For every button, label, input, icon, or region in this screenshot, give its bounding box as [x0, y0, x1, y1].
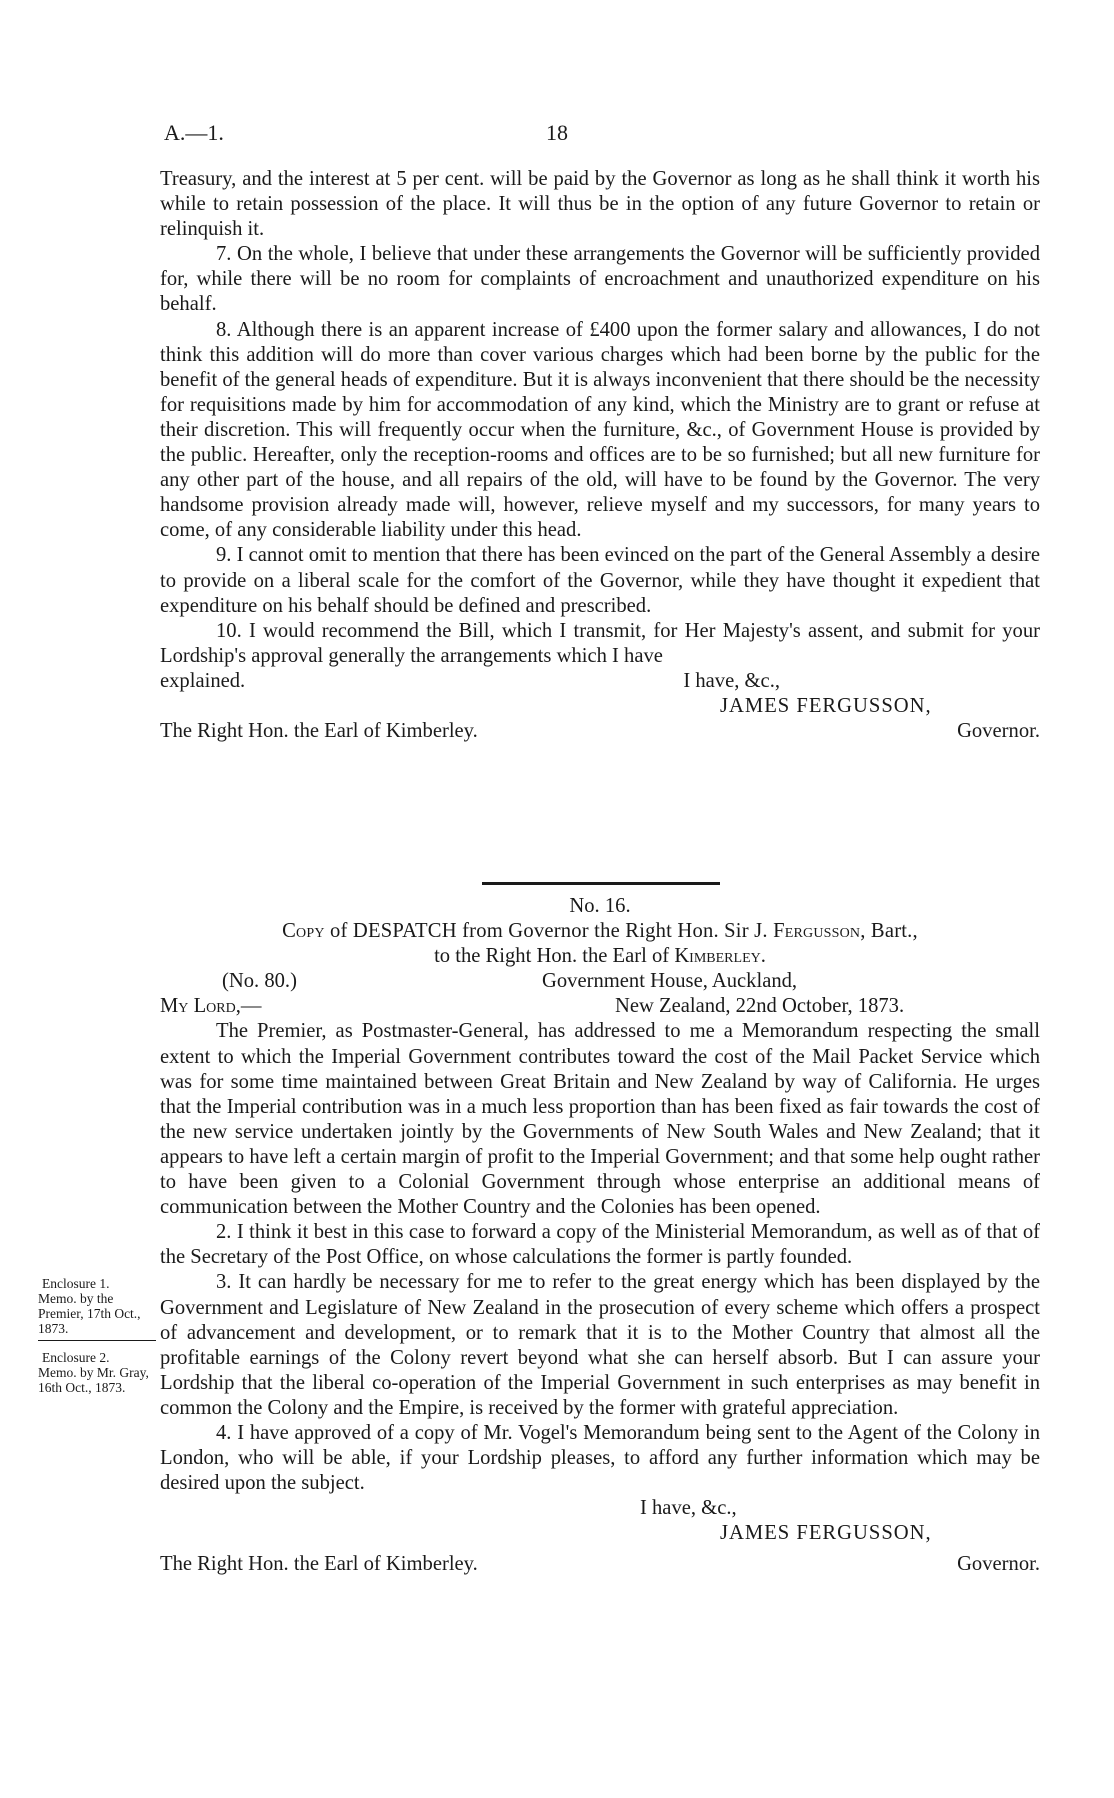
document-reference: A.—1.: [164, 120, 224, 145]
despatch-addressee: The Right Hon. the Earl of Kimberley.: [160, 1553, 478, 1576]
previous-despatch-body: [160, 167, 1040, 744]
closing-row: [160, 669, 1040, 694]
despatch-closing: I have, &c.,: [640, 1497, 737, 1520]
despatch-paragraph-3: 3. It can hardly be necessary for me to refer to the great energy which has been displayed by the Government and Legislature of New Zealand in the prosecution of every scheme which offers a prospect of advancement and development, or to remark that it is to the Mother Country that almost all the profitable earnings of the Colony revert beyond what she can herself absorb. But I can assure your Lordship that the liberal co-operation of the Imperial Government in such enterprises as may benefit in common the Colony and the Empire, is received by the former with grateful appreciation.: [160, 1271, 1040, 1419]
despatch-address-row: [160, 1552, 1040, 1577]
despatch-paragraph-2: 2. I think it best in this case to forward a copy of the Ministerial Memorandum, as well as of that of the Secretary of the Post Office, on whose calculations the former is partly founded.: [160, 1221, 1040, 1269]
paragraph-continuation: Treasury, and the interest at 5 per cent. will be paid by the Governor as long as he shall think it worth his while to retain possession of the place. It will thus be in the option of any future Governor to retain or relinquish it.: [160, 168, 1040, 241]
salutation: My Lord,—: [160, 995, 262, 1018]
enclosure-2-text: Memo. by Mr. Gray, 16th Oct., 1873.: [38, 1365, 149, 1395]
addressee: The Right Hon. the Earl of Kimberley.: [160, 720, 478, 743]
signatory-name: JAMES FERGUSSON,: [720, 694, 932, 717]
signatory-title: Governor.: [957, 720, 1040, 743]
salutation-row: [160, 994, 1040, 1019]
despatch-no-16: [160, 894, 1040, 1578]
despatch-place: Government House, Auckland,: [542, 970, 798, 993]
address-row: [160, 719, 1040, 744]
despatch-signatory-title: Governor.: [957, 1553, 1040, 1576]
margin-note-enclosure-2: [38, 1350, 154, 1395]
enclosure-2-title: Enclosure 2.: [42, 1350, 110, 1365]
despatch-paragraph-4: 4. I have approved of a copy of Mr. Vogel's Memorandum being sent to the Agent of the Colony in London, who will be able, if your Lordship pleases, to afford any further information which may be desired upon the subject.: [160, 1421, 1040, 1495]
despatch-date: New Zealand, 22nd October, 1873.: [615, 995, 905, 1018]
paragraph-10: 10. I would recommend the Bill, which I transmit, for Her Majesty's assent, and submit for your Lordship's approval generally the arrangements which I have: [160, 619, 1040, 667]
margin-note-enclosure-1: [38, 1276, 154, 1336]
despatch-signatory-name: JAMES FERGUSSON,: [720, 1522, 932, 1545]
paragraph-9: 9. I cannot omit to mention that there has been evinced on the part of the General Assembly a desire to provide on a liberal scale for the comfort of the Governor, while they have thought it expedient that expenditure on his behalf should be defined and prescribed.: [160, 544, 1040, 617]
despatch-ref-row: [160, 969, 1040, 994]
enclosure-1-title: Enclosure 1.: [42, 1276, 110, 1291]
despatch-ref-number: (No. 80.): [222, 970, 297, 993]
despatch-paragraph-1: The Premier, as Postmaster-General, has addressed to me a Memorandum respecting the small extent to which the Imperial Government contributes toward the cost of the Mail Packet Service which was for some time maintained between Great Britain and New Zealand by way of California. He urges that the Imperial contribution was in a much less proportion than has been fixed as fair towards the cost of the new service undertaken jointly by the Governments of New South Wales and New Zealand; that it appears to have left a certain margin of profit to the Imperial Government; and that some help ought rather to have been given to a Colonial Government through whose enterprise an additional means of communication between the Mother Country and the Colonies has been opened.: [160, 1020, 1040, 1219]
page-number: 18: [546, 120, 568, 145]
despatch-number: No. 16.: [569, 895, 631, 917]
paragraph-8: 8. Although there is an apparent increase of £400 upon the former salary and allowances, I do not think this addition will do more than cover various charges which had been borne by the public for the benefit of the general heads of expenditure. But it is always inconvenient that there should be the necessity for requisitions made by him for accommodation of any kind, which the Ministry are to grant or refuse at their discretion. This will frequently occur when the furniture, &c., of Government House is provided by the public. Hereafter, only the reception-rooms and offices are to be so furnished; but all new furniture for any other part of the house, and all repairs of the old, will have to be found by the Governor. The very handsome provision already made will, however, relieve myself and my successors, for many years to come, of any considerable liability under this head.: [160, 318, 1040, 542]
despatch-title: Copy of DESPATCH from Governor the Right Hon. Sir J. Fergusson, Bart.,: [282, 920, 918, 943]
enclosure-1-text: Memo. by the Premier, 17th Oct., 1873.: [38, 1291, 141, 1336]
section-divider: [482, 882, 720, 885]
paragraph-10-end: explained.: [160, 669, 246, 692]
despatch-recipient: to the Right Hon. the Earl of Kimberley.: [434, 945, 766, 968]
paragraph-7: 7. On the whole, I believe that under these arrangements the Governor will be sufficiently provided for, while there will be no room for complaints of encroachment and unauthorized expenditure on his behalf.: [160, 243, 1040, 316]
margin-note-divider: [38, 1340, 156, 1341]
closing-phrase: I have, &c.,: [683, 669, 780, 692]
